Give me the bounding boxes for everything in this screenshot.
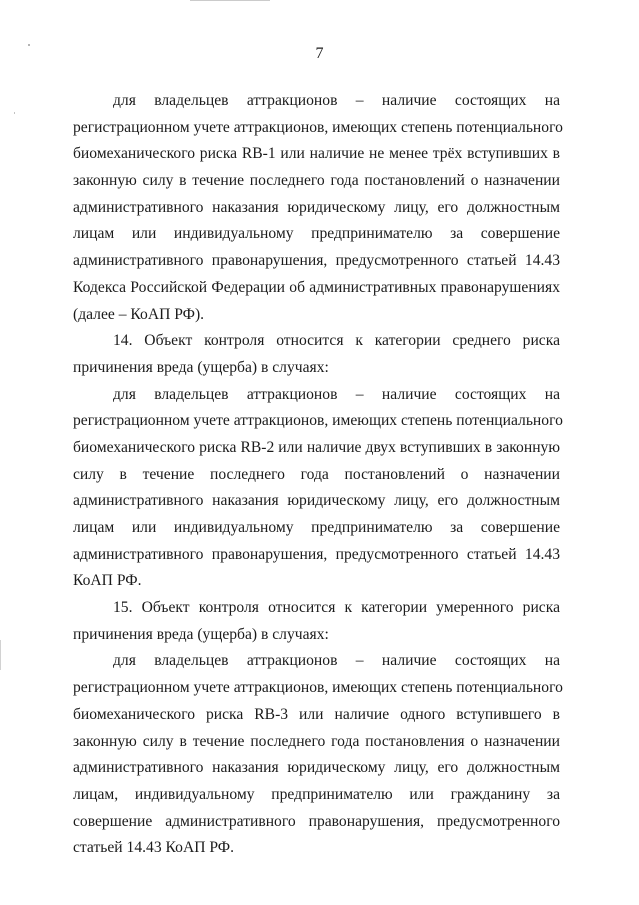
- paragraph-p-15-heading: [73, 595, 560, 648]
- text-line: биомеханического риска RB-2 или наличие двух вступивших в законную: [73, 438, 560, 456]
- text-line: законную силу в течение последнего года постановления о назначении: [73, 732, 560, 750]
- text-line: совершение административного правонарушения, предусмотренного: [73, 812, 560, 830]
- text-line: административного наказания юридическому лицу, его должностным: [73, 759, 560, 777]
- text-line: для владельцев аттракционов – наличие состоящих на: [113, 385, 560, 403]
- text-line: статьей 14.43 КоАП РФ.: [73, 839, 234, 857]
- text-line: лицам или индивидуальному предпринимателю за совершение: [73, 519, 560, 536]
- text-line: для владельцев аттракционов – наличие состоящих на: [113, 92, 560, 109]
- text-line: законную силу в течение последнего года постановлений о назначении: [73, 172, 560, 190]
- text-line: 15. Объект контроля относится к категории умеренного риска: [113, 599, 560, 617]
- paragraph-p-15-body: [73, 648, 563, 862]
- text-line: регистрационном учете аттракционов, имеющих степень потенциального: [73, 412, 563, 430]
- text-line: административного правонарушения, предусмотренного статьей 14.43: [73, 252, 560, 270]
- text-line: административного наказания юридическому лицу, его должностным: [73, 492, 560, 510]
- text-line: 14. Объект контроля относится к категории среднего риска: [113, 332, 560, 350]
- document-body: [73, 88, 563, 862]
- scan-artifact-dot: [14, 112, 15, 114]
- text-line: биомеханического риска RB-1 или наличие не менее трёх вступивших в: [73, 145, 560, 163]
- text-line: регистрационном учете аттракционов, имеющих степень потенциального: [73, 679, 563, 697]
- paragraph-p-14-body: [73, 382, 563, 596]
- scan-artifact-left-edge: [0, 640, 1, 670]
- paragraph-p-intro-high-risk: [73, 88, 563, 328]
- text-line: лицам или индивидуальному предпринимателю за совершение: [73, 225, 560, 243]
- text-line: административного правонарушения, предусмотренного статьей 14.43: [73, 545, 560, 563]
- text-line: лицам, индивидуальному предпринимателю или гражданину за: [73, 785, 560, 803]
- text-line: биомеханического риска RB-3 или наличие одного вступившего в: [73, 705, 560, 723]
- text-line: КоАП РФ.: [73, 572, 142, 590]
- text-line: регистрационном учете аттракционов, имеющих степень потенциального: [73, 118, 563, 136]
- page-number: 7: [315, 45, 324, 62]
- text-line: причинения вреда (ущерба) в случаях:: [73, 625, 329, 643]
- text-line: (далее – КоАП РФ).: [73, 305, 205, 323]
- text-line: Кодекса Российской Федерации об административных правонарушениях: [73, 278, 560, 296]
- text-line: административного наказания юридическому лицу, его должностным: [73, 198, 560, 216]
- scan-artifact-top-edge: [190, 0, 270, 1]
- text-line: для владельцев аттракционов – наличие состоящих на: [113, 652, 560, 670]
- text-line: силу в течение последнего года постановлений о назначении: [73, 465, 560, 483]
- paragraph-p-14-heading: [73, 328, 560, 381]
- text-line: причинения вреда (ущерба) в случаях:: [73, 358, 329, 376]
